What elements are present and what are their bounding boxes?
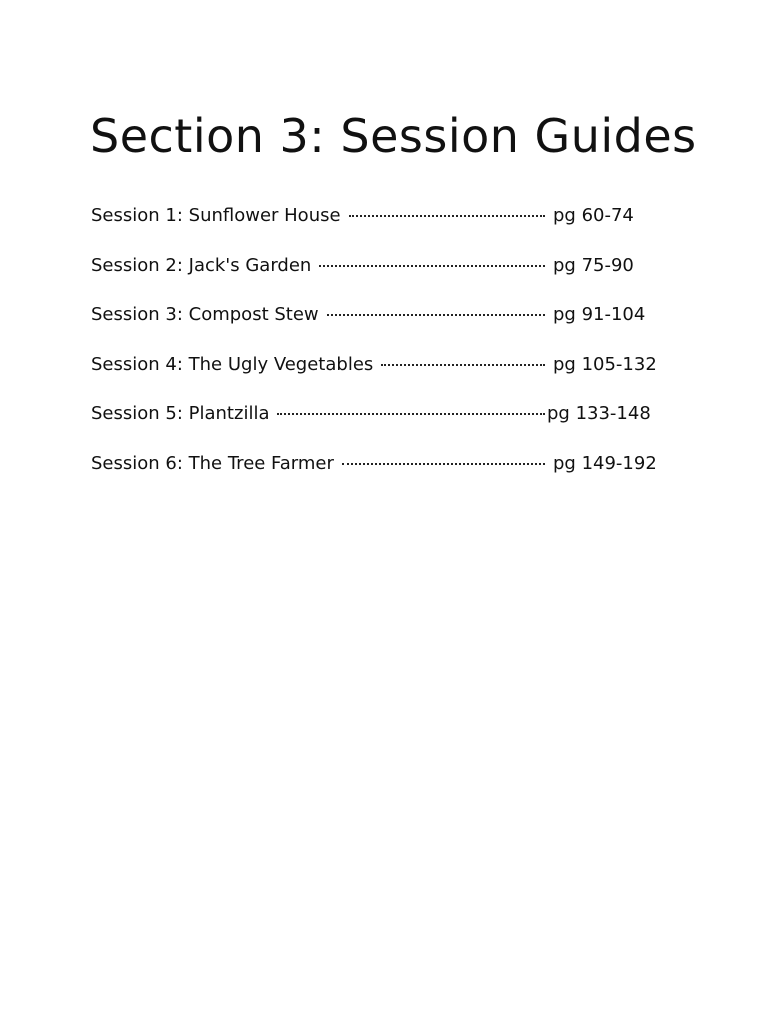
toc-entry-session-2 bbox=[91, 253, 671, 303]
toc-entry-label: Session 2: Jack's Garden bbox=[91, 254, 312, 276]
toc-entry-session-3 bbox=[91, 302, 671, 352]
toc-entry-label: Session 4: The Ugly Vegetables bbox=[91, 353, 374, 375]
toc-entry-session-6 bbox=[91, 451, 671, 501]
toc-entry-pages: pg 75-90 bbox=[553, 254, 634, 276]
toc-entry-label: Session 5: Plantzilla bbox=[91, 403, 270, 425]
table-of-contents bbox=[91, 203, 671, 501]
toc-entry-pages: pg 91-104 bbox=[553, 304, 646, 326]
toc-entry-pages: pg 149-192 bbox=[553, 452, 657, 474]
dot-leader bbox=[327, 313, 545, 316]
toc-entry-session-4 bbox=[91, 352, 671, 402]
dot-leader bbox=[349, 214, 545, 217]
toc-entry-label: Session 6: The Tree Farmer bbox=[91, 452, 334, 474]
dot-leader bbox=[381, 363, 545, 366]
toc-entry-session-5 bbox=[91, 401, 671, 451]
toc-entry-label: Session 3: Compost Stew bbox=[91, 304, 319, 326]
toc-entry-label: Session 1: Sunflower House bbox=[91, 205, 341, 226]
toc-entry-session-1 bbox=[91, 203, 671, 253]
toc-entry-pages: pg 133-148 bbox=[547, 403, 651, 425]
dot-leader bbox=[319, 264, 545, 267]
page-title: Section 3: Session Guides bbox=[90, 109, 697, 163]
dot-leader bbox=[277, 412, 545, 415]
toc-entry-pages: pg 60-74 bbox=[553, 205, 634, 226]
toc-entry-pages: pg 105-132 bbox=[553, 353, 657, 375]
dot-leader bbox=[342, 462, 545, 465]
